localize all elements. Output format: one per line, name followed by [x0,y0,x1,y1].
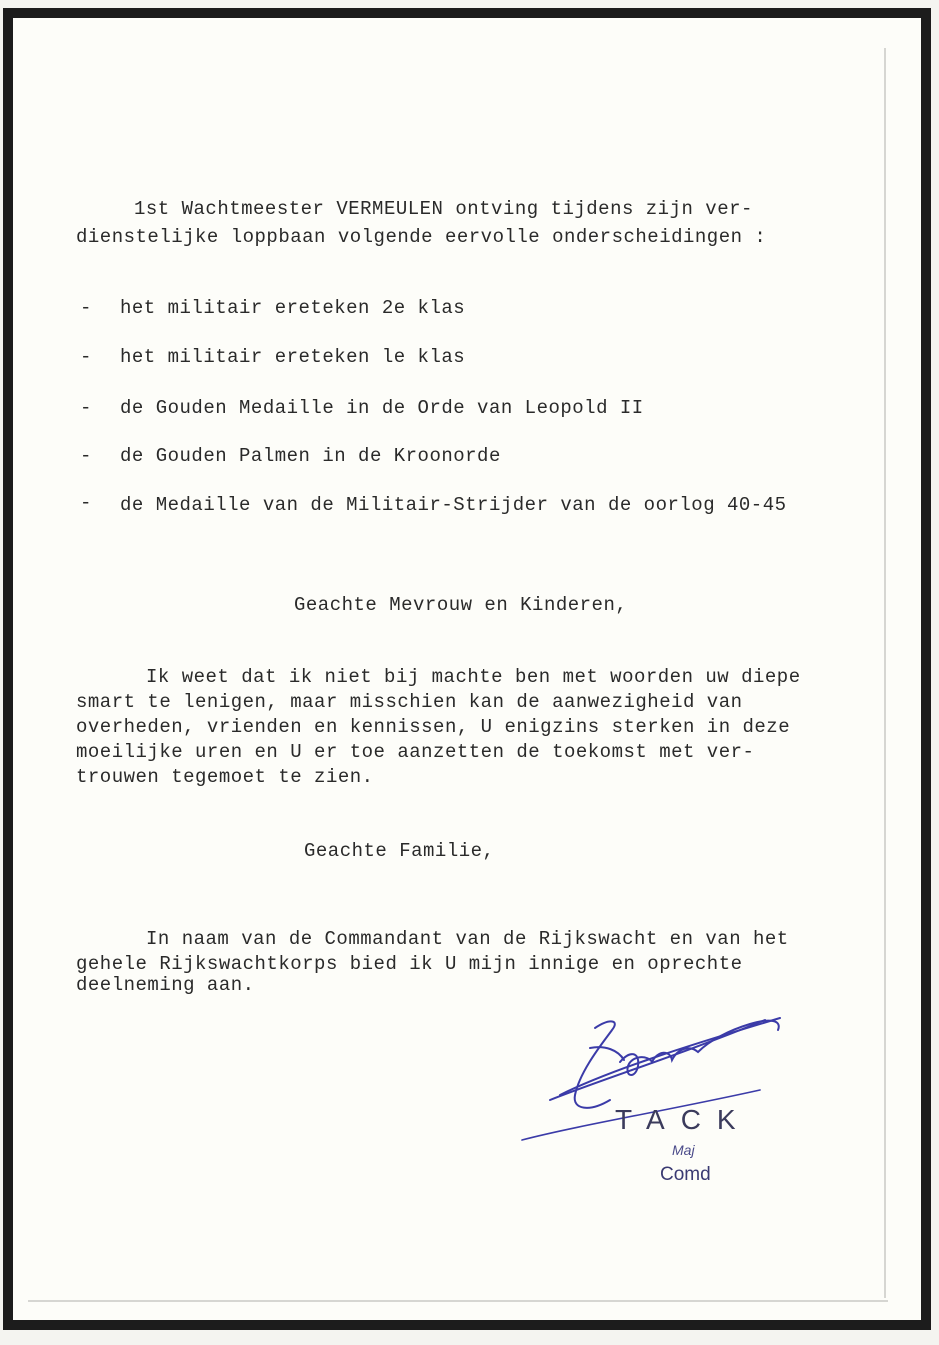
bullet-marker: - [80,346,92,368]
paragraph-line: In naam van de Commandant van de Rijkswacht en van het [146,928,789,950]
signatory-name: TACK [615,1104,752,1135]
paper-edge [884,48,886,1298]
decoration-item: de Medaille van de Militair-Strijder van de oorlog 40-45 [120,494,787,516]
bullet-marker: - [80,397,92,419]
signatory-title: Comd [660,1164,711,1185]
decoration-item: de Gouden Medaille in de Orde van Leopold II [120,397,644,419]
bullet-marker: - [80,445,92,467]
intro-line-1: 1st Wachtmeester VERMEULEN ontving tijdens zijn ver- [134,198,753,220]
signature-block [520,1000,800,1200]
paragraph-line: overheden, vrienden en kennissen, U enigzins sterken in deze [76,716,791,738]
signatory-rank: Maj [672,1142,695,1158]
paragraph-line: gehele Rijkswachtkorps bied ik U mijn innige en oprechte [76,953,743,975]
salutation-family: Geachte Familie, [304,840,495,862]
paragraph-line: deelneming aan. [76,974,255,996]
paper-edge-bottom [28,1300,888,1302]
decoration-item: het militair ereteken 2e klas [120,297,466,319]
paragraph-line: trouwen tegemoet te zien. [76,766,374,788]
bullet-marker: - [80,297,92,319]
paragraph-line: moeilijke uren en U er toe aanzetten de toekomst met ver- [76,741,755,763]
intro-line-2: dienstelijke loppbaan volgende eervolle onderscheidingen : [76,226,767,248]
decoration-item: het militair ereteken le klas [120,346,466,368]
bullet-marker: - [80,492,92,514]
decoration-item: de Gouden Palmen in de Kroonorde [120,445,501,467]
paragraph-line: smart te lenigen, maar misschien kan de aanwezigheid van [76,691,743,713]
paragraph-line: Ik weet dat ik niet bij machte ben met woorden uw diepe [146,666,801,688]
salutation-family-widow: Geachte Mevrouw en Kinderen, [294,594,628,616]
